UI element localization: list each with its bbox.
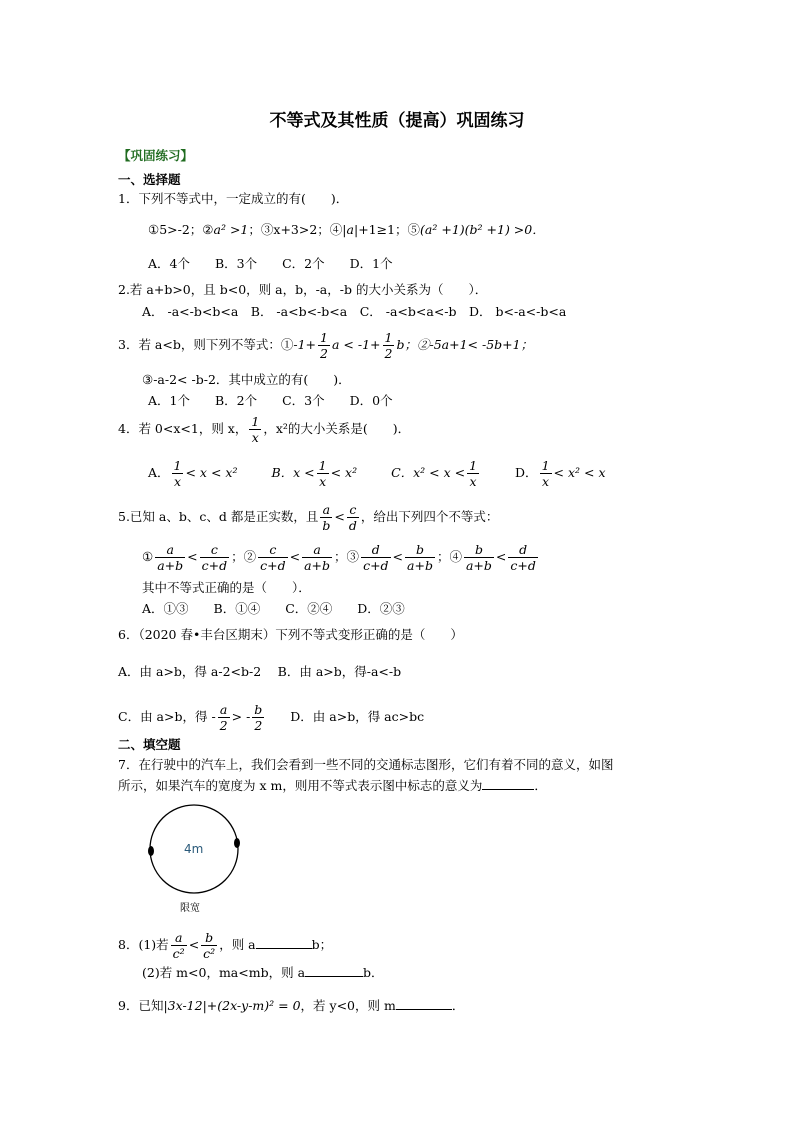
q5-i4-l-num: b [464, 542, 494, 558]
q4-opt-b2: < x² [330, 465, 358, 480]
q8-frac-a-den: c² [172, 946, 185, 961]
q3-frac-2 [383, 330, 395, 361]
q6-opt-c-mid: > - [231, 709, 251, 724]
q5-line1 [118, 502, 498, 533]
q4-opt-d-frac [540, 458, 552, 489]
q4-line1 [118, 414, 410, 445]
q4-opt-d-frac-den: x [542, 474, 550, 489]
q5-i4-l [464, 542, 494, 573]
q6-opt-c-pre: C．由 a>b，得 - [118, 709, 216, 724]
q5-frac-ab-num: a [320, 502, 332, 518]
q5-frac-ab [320, 502, 332, 533]
q5-n3: ；③ [334, 549, 360, 564]
q4-opt-a2: < x < x² [185, 465, 238, 480]
q5-n4: ；④ [436, 549, 462, 564]
q4-opt-a: A． [148, 465, 170, 480]
q6-frac-a [218, 702, 230, 733]
sign-text: 4m [184, 842, 204, 856]
q7-line2-end: ． [534, 778, 547, 793]
q3-stem-a: 3．若 a<b，则下列不等式：① [118, 337, 294, 352]
q4-opt-d: D． [515, 465, 538, 480]
sign-left-arrow-mark [148, 846, 154, 856]
q5-i3-r-den: a+b [407, 558, 433, 573]
q8-blank-2 [305, 964, 363, 977]
q4-frac-stem [249, 414, 261, 445]
q4-options [148, 458, 606, 489]
q4-opt-c-frac-den: x [469, 474, 477, 489]
part2-heading: 二、填空题 [118, 737, 181, 752]
q4-opt-b: B．x < [271, 465, 315, 480]
q3-ineq1-post: b；② [396, 337, 430, 352]
q9-end: ． [451, 998, 465, 1013]
q1-items-a: ①5>-2；② [148, 222, 214, 237]
q1-a2gt1: a² >1 [213, 222, 249, 237]
q5-i3-r-num: b [405, 542, 435, 558]
q8-part2 [142, 964, 384, 981]
q1-items-c: +1≥1；⑤ [358, 222, 421, 237]
q3-frac-1 [318, 330, 330, 361]
q9-mid: ，若 y<0，则 m [300, 998, 396, 1013]
q1-stem: 1．下列不等式中，一定成立的有( )． [118, 191, 349, 206]
q3-frac-2-den: 2 [384, 346, 393, 361]
q4-opt-c: C．x² < x < [391, 465, 466, 480]
q4-frac-stem-den: x [251, 430, 259, 445]
q5-n2: ；② [231, 549, 257, 564]
q7-blank [482, 777, 534, 790]
q1-abs-a: |a| [342, 222, 359, 237]
q5-i1-l-den: a+b [157, 558, 184, 573]
q6-frac-b-num: b [254, 702, 263, 717]
q3-ineq1-mid: a < -1+ [331, 337, 381, 352]
q1-options: A．4个 B．3个 C．2个 D．1个 [148, 256, 393, 271]
q5-i3-l-num: d [361, 542, 390, 558]
q6-opt-d: D．由 a>b，得 ac>bc [290, 709, 425, 724]
q3-frac-2-num: 1 [384, 330, 393, 345]
q5-n1: ① [142, 549, 154, 564]
q5-i4-r [508, 542, 537, 573]
q8-p1-post: ，则 a [219, 937, 256, 952]
q8-part1 [118, 930, 332, 961]
q8-frac-b-den: c² [203, 946, 216, 961]
q4-opt-a-frac [172, 458, 184, 489]
q7-line2 [118, 777, 547, 794]
q3-options: A．1个 B．2个 C．3个 D．0个 [148, 393, 393, 408]
q4-opt-a-frac-den: x [173, 474, 182, 489]
q8-frac-b-num: b [201, 930, 217, 946]
q5-ineqs [142, 542, 540, 573]
sign-right-arrow-mark [234, 838, 240, 848]
q7-line2-text: 所示，如果汽车的宽度为 x m，则用不等式表示图中标志的意义为 [118, 778, 483, 793]
q3-frac-1-den: 2 [320, 346, 328, 361]
q4-opt-c-frac [467, 458, 479, 489]
q5-i1-l-num: a [155, 542, 185, 558]
q8-p1-end: b； [311, 937, 333, 952]
q8-lt: < [188, 937, 200, 952]
q6-frac-b [252, 702, 264, 733]
q5-frac-cd-den: d [348, 518, 357, 533]
q5-i1-r-den: c+d [201, 558, 228, 573]
q9-expr: |3x-12|+(2x-y-m)² = 0 [163, 998, 301, 1013]
q8-p2-end: b． [363, 965, 384, 980]
q6-opt-cd [118, 702, 424, 733]
q6-stem: 6．（2020 春•丰台区期末）下列不等式变形正确的是（ ） [118, 627, 463, 642]
speed-limit-sign-figure [146, 803, 244, 919]
q8-frac-a-num: a [171, 930, 187, 946]
q5-i3-l-den: c+d [363, 558, 389, 573]
q5-i1-l [155, 542, 185, 573]
q5-i2-r-den: a+b [304, 558, 331, 573]
q5-i2-r [302, 542, 332, 573]
q8-frac-a [171, 930, 187, 961]
q5-lt-2: < [289, 549, 301, 564]
q5-lt-3: < [392, 549, 404, 564]
q6-frac-a-den: 2 [219, 718, 228, 733]
q5-lt-1: < [187, 549, 198, 564]
q5-lt-4: < [495, 549, 507, 564]
q5-options: A．①③ B．①④ C．②④ D．②③ [142, 601, 405, 616]
q7-line1: 7．在行驶中的汽车上，我们会看到一些不同的交通标志图形，它们有着不同的意义，如图 [118, 757, 614, 772]
q1-items-b: ；③x+3>2；④ [248, 222, 343, 237]
q3-ineq1-pre: -1+ [293, 337, 317, 352]
q5-lt-0: < [334, 509, 345, 524]
q1-expr5: (a² +1)(b² +1) >0． [420, 222, 545, 237]
q4-stem-b: ，x²的大小关系是( )． [263, 421, 411, 436]
q6-opt-ab: A．由 a>b，得 a-2<b-2 B．由 a>b，得-a<-b [118, 664, 402, 679]
q5-i1-r-num: c [200, 542, 229, 558]
q5-frac-ab-den: b [322, 518, 331, 533]
q5-i2-l-den: c+d [260, 558, 286, 573]
q3-line2: ③-a-2< -b-2．其中成立的有( )． [142, 372, 351, 387]
q3-line1 [118, 330, 533, 361]
page-title: 不等式及其性质（提高）巩固练习 [269, 111, 525, 131]
q4-opt-c-frac-num: 1 [469, 458, 478, 473]
q5-i4-r-num: d [508, 542, 537, 558]
q5-line3: 其中不等式正确的是（ ）． [142, 580, 311, 595]
section-label: 【巩固练习】 [118, 148, 194, 163]
q2-stem: 2.若 a+b>0，且 b<0，则 a，b，-a，-b 的大小关系为（ ）． [118, 282, 488, 297]
q5-frac-cd [347, 502, 359, 533]
q4-opt-d-frac-num: 1 [541, 458, 550, 473]
q5-i2-l-num: c [258, 542, 287, 558]
q4-opt-b-frac [317, 458, 329, 489]
q3-ineq2: -5a+1< -5b+1； [429, 337, 534, 352]
q5-i3-r [405, 542, 435, 573]
sign-caption: 限宽 [180, 903, 200, 914]
q9 [118, 997, 464, 1014]
q5-i4-r-den: c+d [510, 558, 536, 573]
q4-stem-a: 4．若 0<x<1，则 x， [118, 421, 248, 436]
q5-i2-r-num: a [302, 542, 332, 558]
q4-opt-b-frac-den: x [319, 474, 327, 489]
q1-items [148, 222, 545, 238]
q5-i2-l [258, 542, 287, 573]
q8-frac-b [201, 930, 217, 961]
q5-i3-l [361, 542, 390, 573]
q5-frac-cd-num: c [347, 502, 359, 518]
q4-opt-d2: < x² < x [553, 465, 606, 480]
q4-opt-a-frac-num: 1 [173, 458, 182, 473]
q5-i1-r [200, 542, 229, 573]
q5-i4-l-den: a+b [465, 558, 492, 573]
part1-heading: 一、选择题 [118, 172, 181, 187]
q8-p2: (2)若 m<0，ma<mb，则 a [142, 965, 306, 980]
q2-options: A． -a<-b<b<a B． -a<b<-b<a C． -a<b<a<-b D． b<-a<-b<a [142, 304, 567, 319]
q8-p1-pre: 8．(1)若 [118, 937, 169, 952]
q3-frac-1-num: 1 [320, 330, 328, 345]
q4-opt-b-frac-num: 1 [318, 458, 327, 473]
q6-frac-a-num: a [218, 702, 230, 718]
width-limit-sign [146, 803, 244, 919]
q4-frac-stem-num: 1 [251, 414, 260, 429]
q9-blank [396, 997, 452, 1010]
q5-stem-a: 5.已知 a、b、c、d 都是正实数，且 [118, 509, 319, 524]
q6-frac-b-den: 2 [254, 718, 263, 733]
q9-pre: 9．已知 [118, 998, 164, 1013]
q5-stem-b: ，给出下列四个不等式： [360, 509, 499, 524]
q8-blank-1 [256, 936, 312, 949]
